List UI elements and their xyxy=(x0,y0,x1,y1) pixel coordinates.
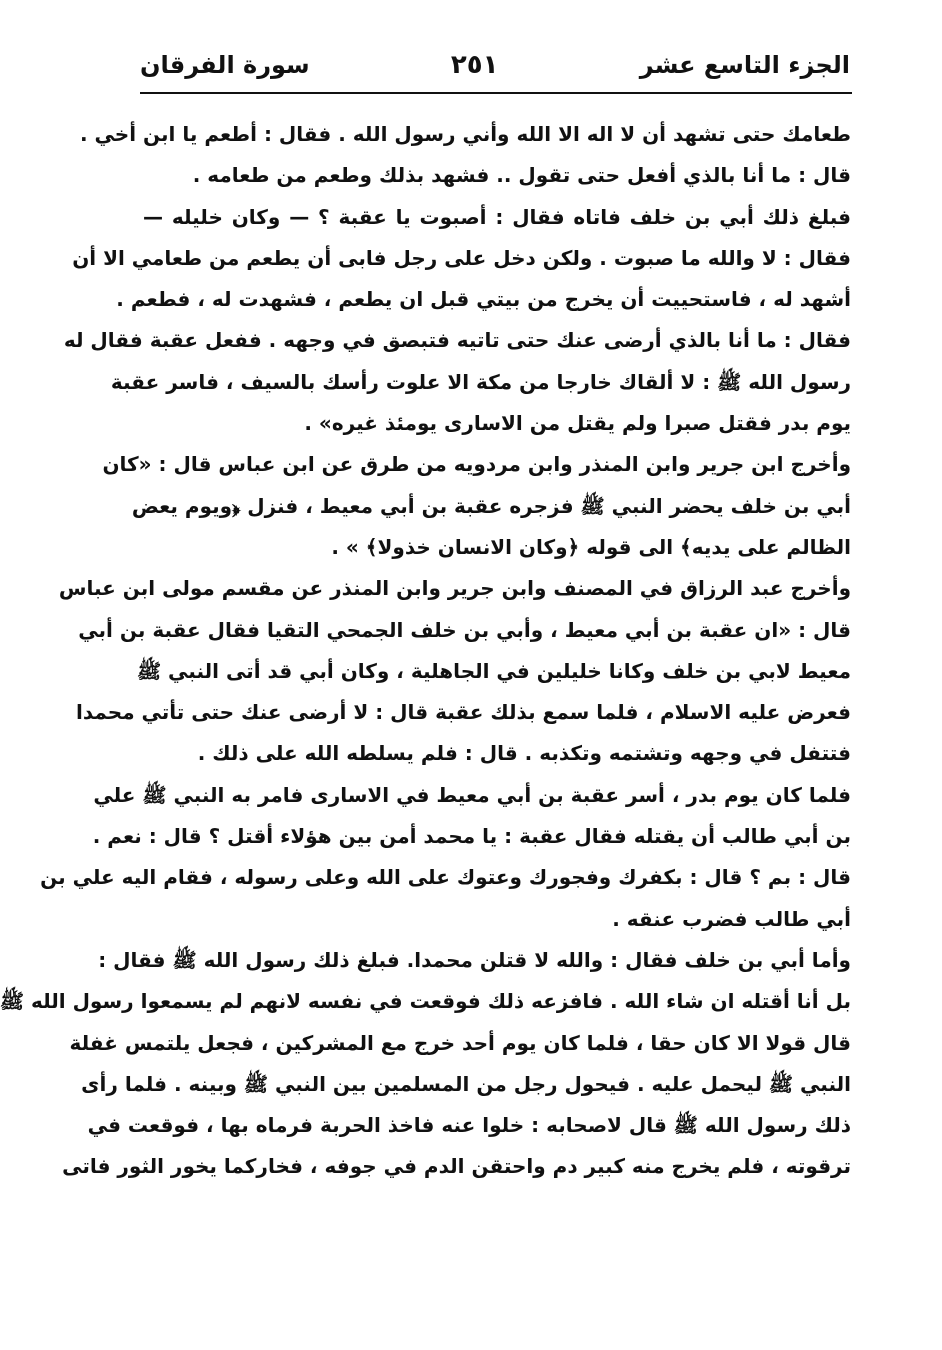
text-line: قال : «ان عقبة بن أبي معيط ، وأبي بن خلف الجمحي التقيا فقال عقبة بن أبي xyxy=(78,617,851,642)
text-line: قال : ما أنا بالذي أفعل حتى تقول .. فشهد بذلك وطعم من طعامه . xyxy=(192,163,851,188)
text-line: بن أبي طالب أن يقتله فقال عقبة : يا محمد أمن بين هؤلاء أقتل ؟ قال : نعم . xyxy=(92,824,851,849)
text-line: فقال : لا والله ما صبوت . ولكن دخل على رجل فابى أن يطعم من طعامي الا أن xyxy=(72,245,851,270)
text-line: طعامك حتى تشهد أن لا اله الا الله وأني رسول الله . فقال : أطعم يا ابن أخي . xyxy=(80,122,851,146)
text-line: فتتفل في وجهه وتشتمه وتكذبه . قال : فلم يسلطه الله على ذلك . xyxy=(197,741,851,766)
text-line: فبلغ ذلك أبي بن خلف فاتاه فقال : أصبوت يا عقبة ؟ — وكان خليله — xyxy=(143,204,851,229)
body-text xyxy=(0,114,851,1188)
surah-title: سورة الفرقان xyxy=(140,51,310,79)
text-line: فعرض عليه الاسلام ، فلما سمع بذلك عقبة قال : لا أرضى عنك حتى تأتي محمدا xyxy=(75,700,851,725)
text-line: يوم بدر فقتل صبرا ولم يقتل من الاسارى يومئذ غيره» . xyxy=(304,411,851,436)
text-line: النبي ﷺ ليحمل عليه . فيحول رجل من المسلمين بين النبي ﷺ وبينه . فلما رأى xyxy=(81,1071,851,1096)
text-line: قال : بم ؟ قال : بكفرك وفجورك وعتوك على الله وعلى رسوله ، فقام اليه علي بن xyxy=(40,865,851,890)
text-line: الظالم على يديه﴾ الى قوله ﴿وكان الانسان خذولا﴾ » . xyxy=(331,534,851,559)
text-line: أشهد له ، فاستحييت أن يخرج من بيتي قبل ان يطعم ، فشهدت له ، فطعم . xyxy=(116,287,851,312)
text-line: وأخرج عبد الرزاق في المصنف وابن جرير وابن المنذر عن مقسم مولى ابن عباس xyxy=(58,576,851,601)
part-title: الجزء التاسع عشر xyxy=(639,51,850,79)
text-line: معيط لابي بن خلف وكانا خليلين في الجاهلية ، وكان أبي قد أتى النبي ﷺ xyxy=(136,658,851,683)
text-line: فقال : ما أنا بالذي أرضى عنك حتى تاتيه فتبصق في وجهه . ففعل عقبة فقال له xyxy=(63,328,851,353)
text-line: ترقوته ، فلم يخرج منه كبير دم واحتقن الدم في جوفه ، فخاركما يخور الثور فاتى xyxy=(62,1154,851,1179)
text-line: ذلك رسول الله ﷺ قال لاصحابه : خلوا عنه فاخذ الحربة فرماه بها ، فوقعت في xyxy=(87,1113,851,1138)
text-line: قال قولا الا كان حقا ، فلما كان يوم أحد خرج مع المشركين ، فجعل يلتمس غفلة xyxy=(69,1030,851,1055)
page-number: ٢٥١ xyxy=(450,50,499,80)
text-line: رسول الله ﷺ : لا ألقاك خارجا من مكة الا علوت رأسك بالسيف ، فاسر عقبة xyxy=(110,369,851,394)
page-header xyxy=(140,40,850,90)
text-line: أبي بن خلف يحضر النبي ﷺ فزجره عقبة بن أبي معيط ، فنزل ﴿ويوم يعض xyxy=(131,493,851,518)
text-line: أبي طالب فضرب عنقه . xyxy=(612,906,851,931)
text-line: وأخرج ابن جرير وابن المنذر وابن مردويه من طرق عن ابن عباس قال : «كان xyxy=(102,452,851,477)
text-line: فلما كان يوم بدر ، أسر عقبة بن أبي معيط في الاسارى فامر به النبي ﷺ علي xyxy=(93,782,851,807)
text-line: بل أنا أقتله ان شاء الله . فافزعه ذلك فوقعت في نفسه لانهم لم يسمعوا رسول الله ﷺ xyxy=(0,989,851,1014)
header-divider xyxy=(140,92,852,94)
text-line: وأما أبي بن خلف فقال : والله لا قتلن محمدا. فبلغ ذلك رسول الله ﷺ فقال : xyxy=(98,947,851,972)
